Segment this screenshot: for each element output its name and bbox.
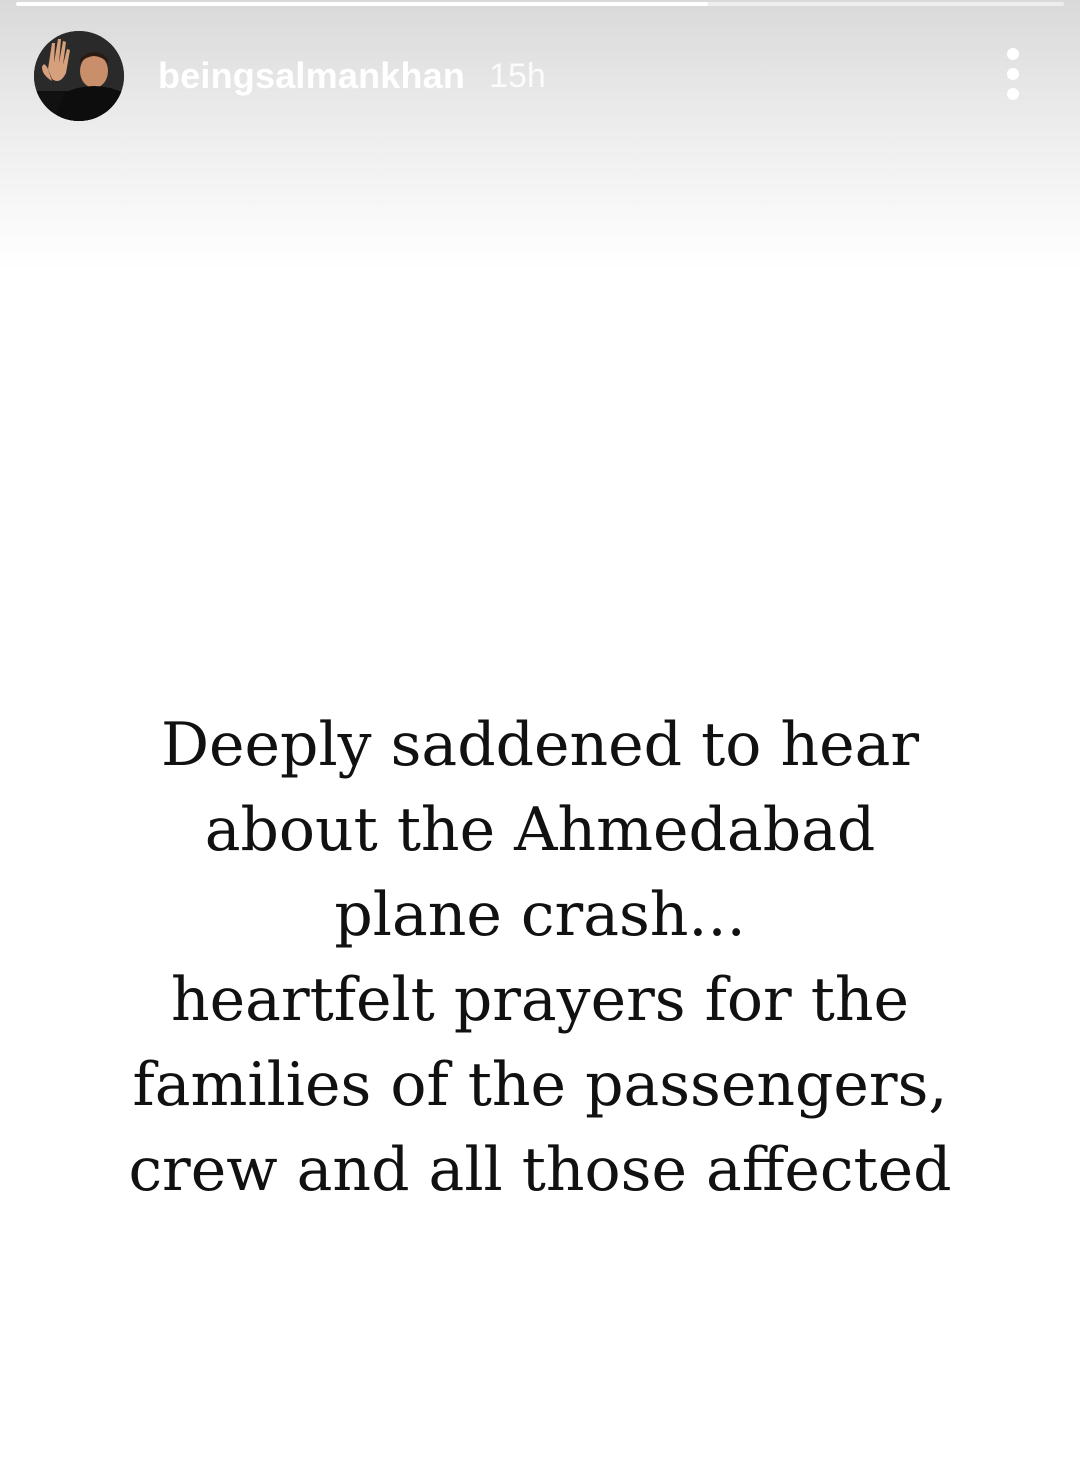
story-header (34, 30, 546, 122)
post-timestamp: 15h (489, 56, 546, 95)
story-progress-fill (16, 2, 708, 6)
story-text-line: Deeply saddened to hear (160, 710, 920, 780)
story-text (0, 703, 1080, 1213)
story-text-line: families of the passengers, (132, 1050, 948, 1120)
more-vertical-icon (1007, 68, 1019, 80)
more-options-button[interactable] (996, 48, 1030, 100)
story-text-line: crew and all those affected (128, 1135, 952, 1205)
profile-photo-icon (34, 31, 124, 121)
story-text-line: plane crash... (334, 880, 746, 950)
username[interactable]: beingsalmankhan (158, 55, 466, 96)
more-vertical-icon (1007, 88, 1019, 100)
story-progress-bar (16, 2, 1064, 6)
avatar[interactable] (34, 31, 124, 121)
story-text-line: heartfelt prayers for the (171, 965, 909, 1035)
story-text-line: about the Ahmedabad (204, 795, 876, 865)
more-vertical-icon (1007, 48, 1019, 60)
